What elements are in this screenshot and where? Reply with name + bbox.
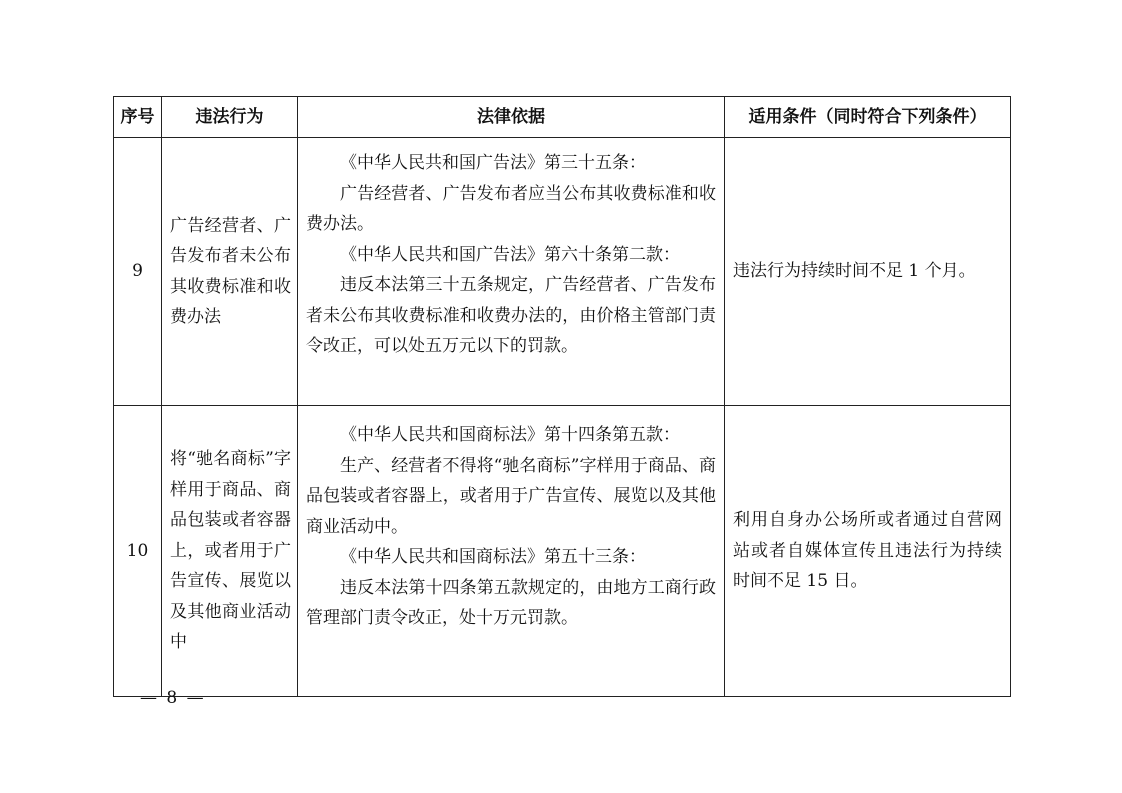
table-row bbox=[114, 138, 1011, 406]
header-act: 违法行为 bbox=[162, 97, 298, 138]
condition-cell: 违法行为持续时间不足 1 个月。 bbox=[725, 138, 1011, 406]
page-number: — 8 — bbox=[140, 688, 206, 708]
row-number: 9 bbox=[114, 138, 162, 406]
basis-paragraph: 《中华人民共和国广告法》第六十条第二款： bbox=[340, 244, 680, 265]
condition-cell: 利用自身办公场所或者通过自营网站或者自媒体宣传且违法行为持续时间不足 15 日。 bbox=[725, 406, 1011, 697]
legal-basis-cell bbox=[298, 138, 725, 406]
law-table bbox=[113, 96, 1011, 697]
legal-basis-cell bbox=[298, 406, 725, 697]
violation-cell: 将“驰名商标”字样用于商品、商品包装或者容器上，或者用于广告宣传、展览以及其他商业活动中 bbox=[162, 406, 298, 697]
basis-paragraph: 违反本法第三十五条规定，广告经营者、广告发布者未公布其收费标准和收费办法的，由价格主管部门责令改正，可以处五万元以下的罚款。 bbox=[306, 275, 716, 356]
header-basis: 法律依据 bbox=[298, 97, 725, 138]
table-row bbox=[114, 406, 1011, 697]
header-num: 序号 bbox=[114, 97, 162, 138]
basis-paragraph: 广告经营者、广告发布者应当公布其收费标准和收费办法。 bbox=[306, 183, 716, 234]
row-number: 10 bbox=[114, 406, 162, 697]
basis-paragraph: 《中华人民共和国商标法》第十四条第五款： bbox=[340, 425, 680, 445]
header-row bbox=[114, 97, 1011, 138]
basis-paragraph: 《中华人民共和国商标法》第五十三条： bbox=[340, 547, 646, 567]
basis-paragraph: 违反本法第十四条第五款规定的，由地方工商行政管理部门责令改正，处十万元罚款。 bbox=[306, 577, 716, 628]
basis-paragraph: 生产、经营者不得将“驰名商标”字样用于商品、商品包装或者容器上，或者用于广告宣传、展览以及其他商业活动中。 bbox=[306, 455, 716, 537]
violation-cell: 广告经营者、广告发布者未公布其收费标准和收费办法 bbox=[162, 138, 298, 406]
basis-paragraph: 《中华人民共和国广告法》第三十五条： bbox=[340, 153, 646, 173]
header-cond: 适用条件（同时符合下列条件） bbox=[725, 97, 1011, 138]
